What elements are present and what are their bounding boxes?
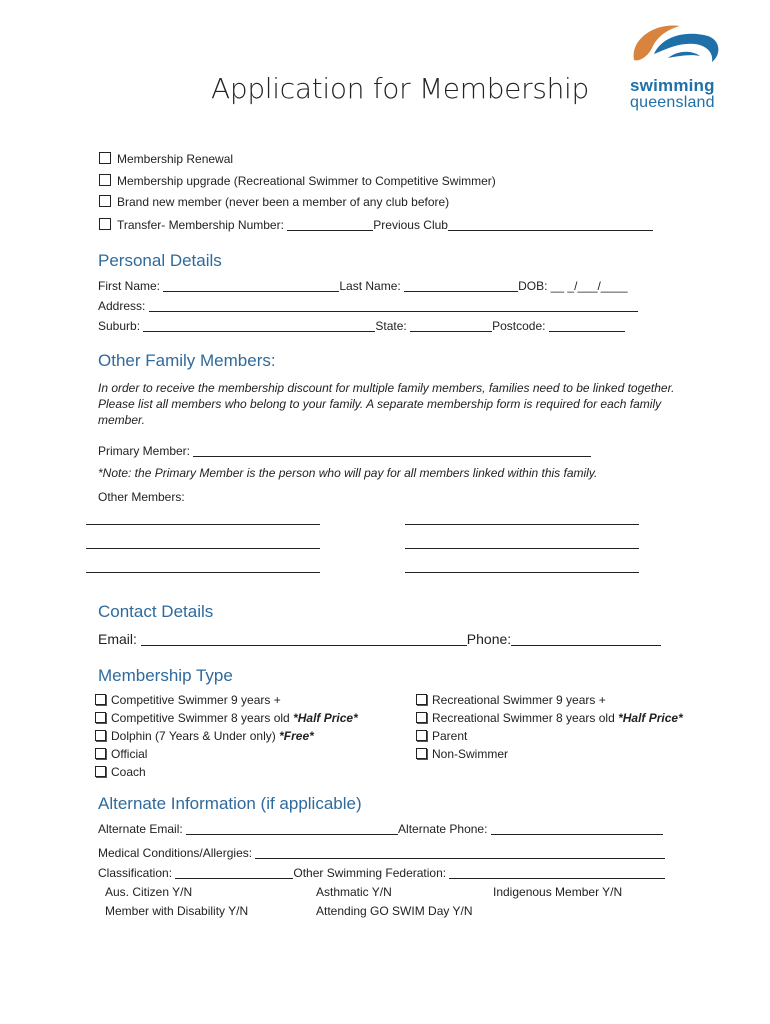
membership-type-heading: Membership Type (98, 666, 233, 685)
state-field[interactable] (410, 318, 492, 332)
suburb-row: Suburb: State: Postcode: (98, 318, 625, 333)
personal-details-heading: Personal Details (98, 251, 222, 270)
membership-number-field[interactable] (287, 217, 373, 231)
membership-option[interactable]: Recreational Swimmer 8 years old *Half Price* (416, 711, 683, 725)
checkbox[interactable] (95, 748, 106, 759)
primary-member-row: Primary Member: (98, 443, 591, 458)
swimming-queensland-logo (628, 14, 728, 114)
email-field[interactable] (141, 630, 467, 646)
family-heading: Other Family Members: (98, 351, 276, 370)
membership-option[interactable]: Non-Swimmer (416, 747, 508, 761)
checkbox[interactable] (99, 195, 111, 207)
new-member-option[interactable]: Brand new member (never been a member of any club before) (99, 195, 449, 209)
logo-line2: queensland (630, 94, 715, 111)
checkbox[interactable] (95, 694, 106, 705)
phone-field[interactable] (511, 630, 661, 646)
contact-heading: Contact Details (98, 602, 214, 621)
checkbox[interactable] (416, 694, 427, 705)
logo-line1: swimming (630, 76, 715, 95)
checkbox[interactable] (95, 730, 106, 741)
other-member-line-2[interactable] (405, 524, 639, 525)
checkbox[interactable] (99, 218, 111, 230)
medical-field[interactable] (255, 845, 665, 859)
classification-field[interactable] (175, 865, 293, 879)
first-name-field[interactable] (163, 278, 339, 292)
membership-option[interactable]: Dolphin (7 Years & Under only) *Free* (95, 729, 314, 743)
membership-option[interactable]: Parent (416, 729, 467, 743)
other-member-line-5[interactable] (86, 572, 320, 573)
address-row: Address: (98, 298, 638, 313)
last-name-field[interactable] (404, 278, 518, 292)
name-row: First Name: Last Name: DOB: __ _/___/____ (98, 279, 628, 293)
primary-member-field[interactable] (193, 443, 591, 457)
family-intro: In order to receive the membership discount for multiple family members, families need to be linked together. Please list all members who belong to your family. A separate membership form is required for each family member. (98, 381, 675, 427)
alternate-email-field[interactable] (186, 821, 398, 835)
checkbox[interactable] (416, 748, 427, 759)
alternate-contact-row: Alternate Email: Alternate Phone: (98, 821, 663, 836)
goswim-field[interactable]: Attending GO SWIM Day Y/N (316, 904, 473, 918)
previous-club-field[interactable] (448, 217, 653, 231)
checkbox[interactable] (416, 730, 427, 741)
aus-citizen-field[interactable]: Aus. Citizen Y/N (105, 885, 193, 899)
membership-option[interactable]: Competitive Swimmer 8 years old *Half Price* (95, 711, 358, 725)
transfer-option[interactable]: Transfer- Membership Number: Previous Club (99, 217, 653, 232)
membership-option[interactable]: Recreational Swimmer 9 years + (416, 693, 606, 707)
medical-row: Medical Conditions/Allergies: (98, 845, 665, 860)
other-member-line-6[interactable] (405, 572, 639, 573)
disability-field[interactable]: Member with Disability Y/N (105, 904, 249, 918)
federation-field[interactable] (449, 865, 665, 879)
membership-option[interactable]: Official (95, 747, 147, 761)
postcode-field[interactable] (549, 318, 625, 332)
checkbox[interactable] (99, 174, 111, 186)
asthmatic-field[interactable]: Asthmatic Y/N (316, 885, 392, 899)
indigenous-field[interactable]: Indigenous Member Y/N (493, 885, 623, 899)
checkbox[interactable] (95, 766, 106, 777)
membership-option[interactable]: Competitive Swimmer 9 years + (95, 693, 281, 707)
alternate-phone-field[interactable] (491, 821, 663, 835)
suburb-field[interactable] (143, 318, 375, 332)
alternate-info-heading: Alternate Information (if applicable) (98, 794, 362, 813)
contact-row: Email: Phone: (98, 630, 661, 647)
other-members-label: Other Members: (98, 490, 185, 504)
address-field[interactable] (149, 298, 638, 312)
page-title: Application for Membership (211, 72, 590, 105)
upgrade-option[interactable]: Membership upgrade (Recreational Swimmer to Competitive Swimmer) (99, 174, 496, 188)
dob-field[interactable]: __ _/___/____ (550, 279, 628, 293)
other-member-line-4[interactable] (405, 548, 639, 549)
other-member-line-3[interactable] (86, 548, 320, 549)
swimmer-wave-icon (628, 14, 728, 74)
checkbox[interactable] (95, 712, 106, 723)
classification-row: Classification: Other Swimming Federation: (98, 865, 665, 880)
primary-member-note: *Note: the Primary Member is the person who will pay for all members linked within this family. (98, 466, 598, 480)
membership-option[interactable]: Coach (95, 765, 146, 779)
checkbox[interactable] (99, 152, 111, 164)
other-member-line-1[interactable] (86, 524, 320, 525)
checkbox[interactable] (416, 712, 427, 723)
renewal-option[interactable]: Membership Renewal (99, 152, 233, 166)
